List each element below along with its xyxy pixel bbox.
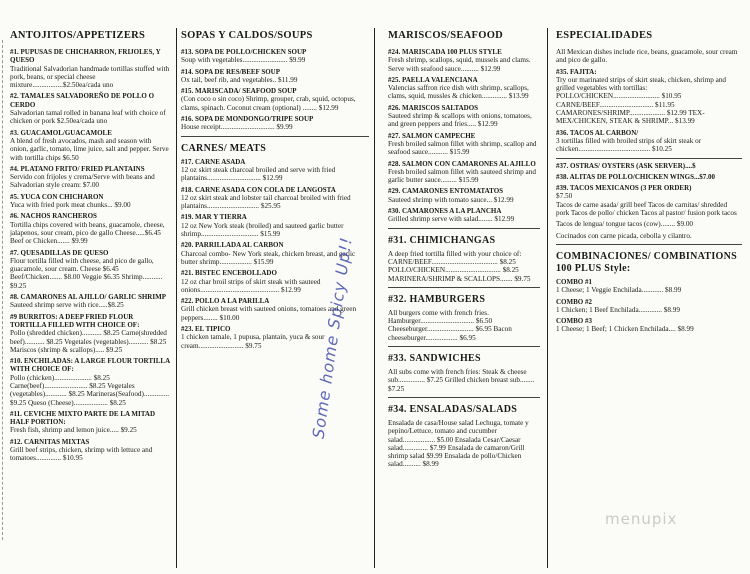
item-head: #23. EL TIPICO xyxy=(181,325,231,334)
item-head: #13. SOPA DE POLLO/CHICKEN SOUP xyxy=(181,48,307,56)
item-price: $7.50 xyxy=(556,192,573,201)
item-head: #14. SOPA DE RES/BEEF SOUP xyxy=(181,67,280,76)
item-text: 12 oz New York steak (broiled) and sauteed garlic butter shrimp................................ $15.99 xyxy=(181,221,344,239)
column-divider xyxy=(547,28,548,568)
column-divider xyxy=(374,28,375,568)
item-text: 12 oz char broil strips of skirt steak with sauteed onions............................................ $12.99 xyxy=(181,277,321,294)
item-text: 1 chicken tamale, 1 pupusa, plantain, yuca & sour cream......................... $9.75 xyxy=(181,333,325,350)
item-head: #18. CARNE ASADA CON COLA DE LANGOSTA xyxy=(181,185,336,194)
item-head: #29. CAMARONES ENTOMATATOS xyxy=(388,187,504,196)
meats-title: CARNES/ MEATS xyxy=(181,142,267,154)
item-head: #22. POLLO A LA PARILLA xyxy=(181,297,270,306)
item-text: Grill chicken breast with sauteed onions, tomatoes and green peppers........ $10.00 xyxy=(181,305,357,322)
item-text: A blend of fresh avocados, mash and season with onion, garlic, tomato, lime juice, salt and pepper. Serve with tortilla chips $6.50 xyxy=(10,136,169,162)
item-head: #9 BURRITOS: A DEEP FRIED FLOUR TORTILLA FILLED WITH CHOICE OF: xyxy=(10,312,140,329)
section-divider xyxy=(181,136,369,137)
item-text: Pollo (shredded chicken)........... $8.25 Carne(shredded beef)........... $8.25 Vegetales (vegetables)........... $8.25 Mariscos (shrimp & scallops)..... $9.25 xyxy=(10,329,167,354)
item-text: Tacos de carne asada/ grill beef Tacos de carnitas/ shredded pork Tacos de pollo/ chicken Tacos al pastor/ fusion pork tacos xyxy=(556,200,737,218)
item-text: Servido con frijoles y crema/Serve with beans and Salvadorian style cream: $7.00 xyxy=(10,173,155,190)
item-text: Fresh fish, shrimp and lemon juice..... $9.25 xyxy=(10,426,137,435)
item-text: Grilled shrimp serve with salad........ $12.99 xyxy=(388,215,515,224)
item-text: Soup with vegetables......................... $9.99 xyxy=(181,56,306,65)
item-text: Sauteed shrimp serve with rice.....$8.25 xyxy=(10,301,124,310)
section-divider xyxy=(556,158,742,159)
section-divider xyxy=(388,287,540,288)
item-text: Sauteed shrimp & scallops with onions, tomatoes, and green peppers and fries..... $12.99 xyxy=(388,112,532,129)
combo-text: 1 Cheese; 1 Veggie Enchilada............ $8.99 xyxy=(556,286,682,295)
soups-title: SOPAS Y CALDOS/SOUPS xyxy=(181,30,313,41)
item-head: #28. SALMON CON CAMARONES AL AJILLO xyxy=(388,159,536,168)
handwritten-note: Some home Spicy Up!! xyxy=(308,235,356,440)
item-head: #15. MARISCADA/ SEAFOOD SOUP xyxy=(181,87,297,96)
item-text: Sauteed shrimp with tomato sauce... $12.99 xyxy=(388,195,514,204)
item-text: Traditional Salvadorian handmade tortillas stuffed with pork, beans, or special cheese mixture.................$2.50ea/cada uno xyxy=(10,64,170,90)
item-text: Pollo (chicken)..................... $8.25 Carne(beef)........................ $8.25 Vegetales (vegetables)............ $8.25 Marineras(Seafood).............. $9.25 Queso (Cheese)................... $8.25 xyxy=(10,373,170,407)
item-text: Ox tail, beef rib, and vegetables.. $11.99 xyxy=(181,75,298,84)
appetizers-title: ANTOJITOS/APPETIZERS xyxy=(10,30,146,41)
item-text: Valencias saffron rice dish with shrimp, scallops, clams, squid, mussles & chicken.............. $13.99 xyxy=(388,84,529,101)
salads-text: Ensalada de casa/House salad Lechuga, tomate y pepino/Lettuce, tomato and cucumber salad.................. $5.00 Ensalada Cesar/Caesar salad.............. $7.99 Ensalada de camaron/Grill shrimp salad $9.99 Ensalada de pollo/Chicken salad.......... $8.99 xyxy=(388,418,529,469)
oysters-item: #37. OSTRAS/ OYSTERS (ASK SERVER)....$ xyxy=(556,161,696,170)
item-head: #2. TAMALES SALVADOREÑO DE POLLO O CERDO xyxy=(10,92,155,109)
section-divider xyxy=(388,228,540,229)
item-head: #7. QUESADILLAS DE QUESO xyxy=(10,248,109,257)
item-head: #39. TACOS MEXICANOS (3 PER ORDER) xyxy=(556,184,692,193)
item-head: #16. SOPA DE MONDONGO/TRIPE SOUP xyxy=(181,115,314,124)
item-text: 3 tortillas filled with broiled strips of skirt steak or chicken........................................ $10.25 xyxy=(556,136,702,154)
column-divider xyxy=(176,28,177,568)
item-text: 12 oz skirt steak charcoal broiled and serve with fried plantains.............................. $12.99 xyxy=(181,165,336,183)
specialties-title: ESPECIALIDADES xyxy=(556,30,653,41)
item-text: Tortilla chips covered with beans, guacamole, cheese, jalapenos, sour cream, pico de gallo Cheese.....$6.45 Beef or Chicken....... $9.99 xyxy=(10,220,165,246)
tongue-tacos: Tacos de lengua/ tongue tacos (cow)........ $9.00 xyxy=(556,220,694,229)
section-divider xyxy=(388,397,540,398)
seafood-title: MARISCOS/SEAFOOD xyxy=(388,30,504,41)
item-text: Fresh broiled salmon fillet with sauteed shrimp and garlic butter sauce......... $15.99 xyxy=(388,167,536,185)
item-head: #30. CAMARONES A LA PLANCHA xyxy=(388,207,502,216)
item-text: Fresh broiled salmon fillet with shrimp, scallop and seafood sauce........... $15.99 xyxy=(388,139,537,157)
item-head: #3. GUACAMOL/GUACAMOLE xyxy=(10,128,112,137)
sandwiches-title: #33. SANDWICHES xyxy=(388,353,481,365)
hamburgers-title: #32. HAMBURGERS xyxy=(388,293,486,305)
cooked-with-note: Cocinados con carne picada, cebolla y cilantro. xyxy=(556,231,692,240)
item-head: #5. YUCA CON CHICHARON xyxy=(10,192,104,201)
item-head: #19. MAR Y TIERRA xyxy=(181,213,247,222)
item-text: Fresh shrimp, scallops, squid, mussels and clams. Serve with seafood sauce.......... $12.99 xyxy=(388,56,531,73)
specialties-intro: All Mexican dishes include rice, beans, guacamole, sour cream and pico de gallo. xyxy=(556,48,738,65)
item-head: #36. TACOS AL CARBON/ xyxy=(556,128,639,137)
item-head: #11. CEVICHE MIXTO PARTE DE LA MITAD HALF PORTION: xyxy=(10,409,156,427)
section-divider xyxy=(556,244,742,245)
item-text: Try our marinated strips of skirt steak, chicken, shrimp and grilled vegetables with tortillas: POLLO/CHICKEN.......................... $10.95 CARNE/BEEF.............................. $11.95 CAMARONES/SHRIMP.................... $12.99 TEX-MEX/CHICKEN, STEAK & SHRIMP... $13.99 xyxy=(556,75,727,126)
item-head: #6. NACHOS RANCHEROS xyxy=(10,212,97,221)
combo-text: 1 Chicken; 1 Beef Enchilada............. $8.99 xyxy=(556,305,680,314)
sandwiches-text: All subs come with french fries: Steak & cheese sub............... $7.25 Grilled chicken breast sub........ $7.25 xyxy=(388,368,535,393)
combo-name: COMBO #3 xyxy=(556,317,592,326)
item-head: #1. PUPUSAS DE CHICHARRON, FRIJOLES, Y QUESO xyxy=(10,48,161,65)
item-head: #8. CAMARONES AL AJILLO/ GARLIC SHRIMP xyxy=(10,293,166,302)
wings-item: #38. ALITAS DE POLLO/CHICKEN WINGS...$7.00 xyxy=(556,172,716,181)
chimichangas-text: A deep fried tortilla filled with your choice of: CARNE/BEEF..................................... $8.25 POLLO/CHICKEN............................... $8.25 MARINERA/SHRIMP & SCALLOPS....... $9.75 xyxy=(388,249,531,283)
watermark: menupix xyxy=(605,510,678,528)
item-head: #21. BISTEC ENCEBOLLADO xyxy=(181,269,277,278)
item-head: #4. PLATANO FRITO/ FRIED PLANTAINS xyxy=(10,164,145,173)
combo-text: 1 Cheese; 1 Beef; 1 Chicken Enchilada.... $8.99 xyxy=(556,325,694,334)
item-text: Charcoal combo- New York steak, chicken breast, and garlic butter shrimp.................. $15.99 xyxy=(181,249,356,266)
appetizers-column xyxy=(10,30,170,566)
item-text: Grill beef strips, chicken, shrimp with lettuce and tomatoes.............. $10.95 xyxy=(10,446,153,463)
combo-name: COMBO #2 xyxy=(556,297,592,306)
item-head: #27. SALMON CAMPECHE xyxy=(388,131,476,140)
item-head: #35. FAJITA: xyxy=(556,67,597,76)
item-head: #24. MARISCADA 100 PLUS STYLE xyxy=(388,48,502,56)
item-text: Yuca with fried pork meat chunks... $9.00 xyxy=(10,201,131,210)
chimichangas-title: #31. CHIMICHANGAS xyxy=(388,234,496,246)
item-text: (Con coco o sin coco) Shrimp, grouper, crab, squid, octopus, clams, spinach. Coconut cream (optional) ........ $12.99 xyxy=(181,95,356,112)
item-head: #17. CARNE ASADA xyxy=(181,157,246,166)
hamburgers-text: All burgers come with french fries. Hamburger.............................. $6.50 Cheeseburger.......................... $6.95 Bacon cheeseburger.................. $6.95 xyxy=(388,308,512,342)
salads-title: #34. ENSALADAS/SALADS xyxy=(388,403,518,415)
specialties-column xyxy=(556,30,742,566)
item-head: #20. PARRILLADA AL CARBON xyxy=(181,241,284,250)
item-text: Flour tortilla filled with cheese, and pico de gallo, guacamole, sour cream. Cheese $6.45 Beef/Chicken....... $8.00 Veggie $6.35 Shrimp........... $9.25 xyxy=(10,256,163,290)
item-head: #26. MARISCOS SALTADOS xyxy=(388,103,479,112)
item-head: #25. PAELLA VALENCIANA xyxy=(388,75,478,84)
combo-name: COMBO #1 xyxy=(556,277,592,286)
combos-title: COMBINACIONES/ COMBINATIONS 100 PLUS Style: xyxy=(556,250,737,274)
item-text: Salvadorian tamal rolled in banana leaf with choice of chicken or pork $2.50ea/cada uno xyxy=(10,109,166,126)
seafood-column xyxy=(388,30,540,566)
item-text: House receipt.............................. $9.99 xyxy=(181,123,293,132)
item-head: #12. CARNITAS MIXTAS xyxy=(10,437,90,446)
item-head: #10. ENCHILADAS: A LARGE FLOUR TORTILLA WITH CHOICE OF: xyxy=(10,357,170,374)
item-text: 12 oz skirt steak and lobster tail charcoal broiled with fried plantains............................. $25.95 xyxy=(181,193,351,211)
page-edge xyxy=(2,40,6,540)
section-divider xyxy=(388,346,540,347)
